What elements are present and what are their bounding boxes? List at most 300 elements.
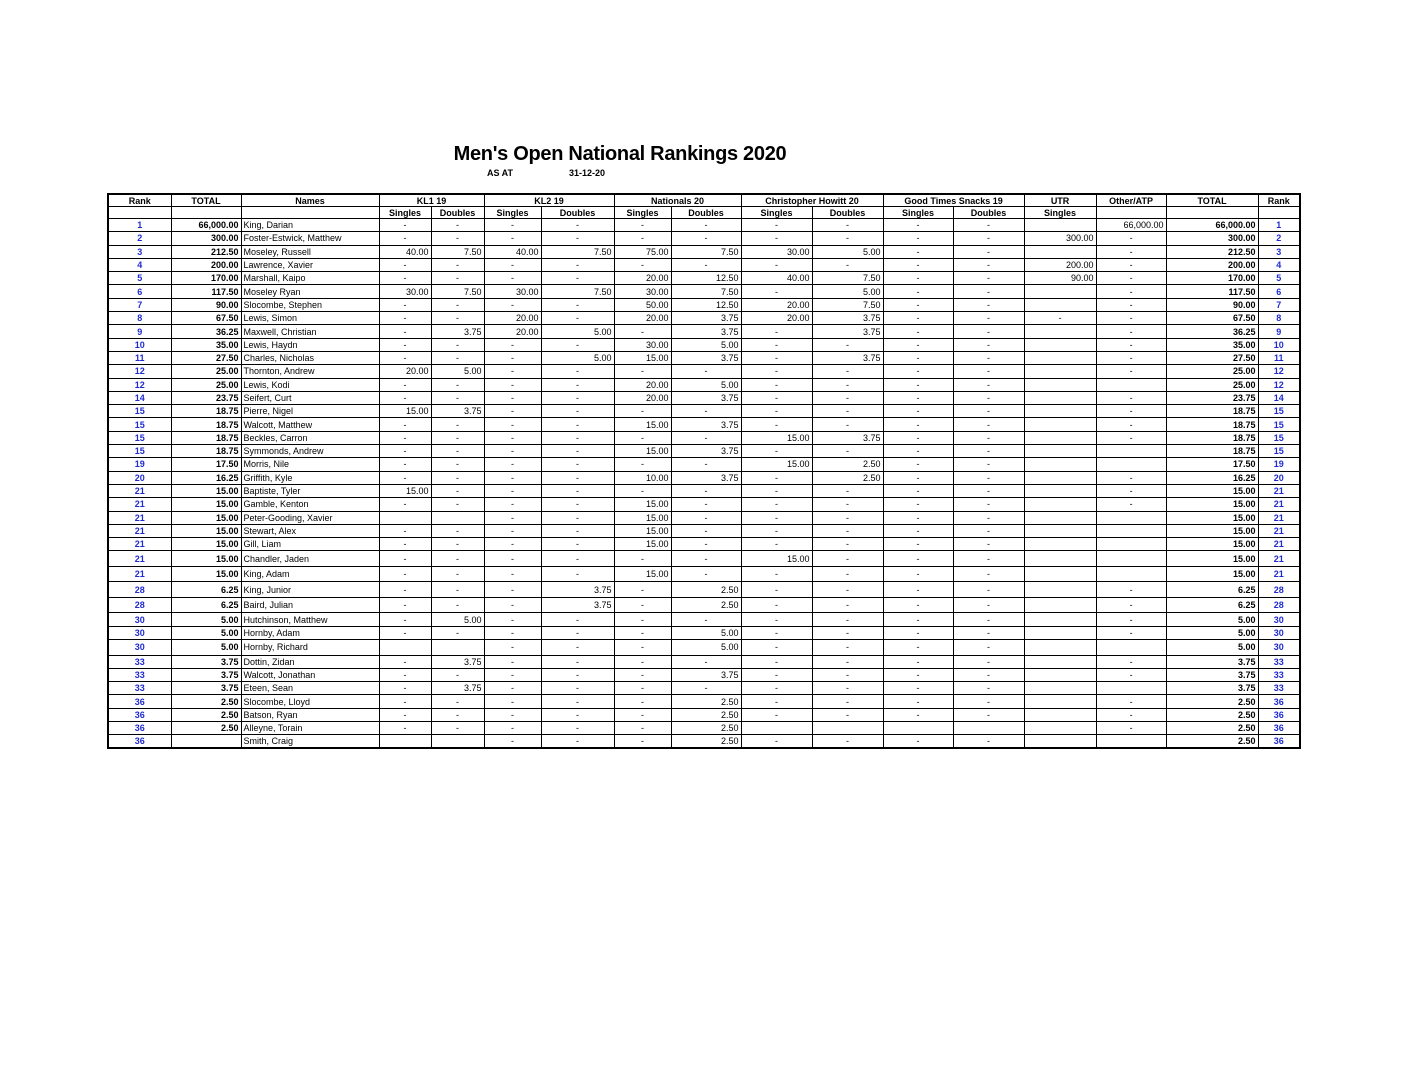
table-cell: 20 <box>108 471 171 484</box>
table-cell: Baptiste, Tyler <box>241 484 379 497</box>
table-cell: 15.00 <box>614 538 671 551</box>
table-cell: - <box>614 695 671 708</box>
table-cell: 2.50 <box>812 458 883 471</box>
table-cell: 30 <box>108 640 171 656</box>
table-cell: - <box>812 708 883 721</box>
table-cell: - <box>1096 365 1166 378</box>
table-cell: - <box>541 695 614 708</box>
table-cell: - <box>541 655 614 668</box>
table-cell: 10.00 <box>614 471 671 484</box>
table-cell: - <box>431 258 484 271</box>
header-sub: Doubles <box>812 207 883 219</box>
table-row <box>108 298 1300 311</box>
table-cell: 30.00 <box>379 285 431 298</box>
table-cell <box>379 511 431 524</box>
table-cell: 5.00 <box>812 285 883 298</box>
table-cell: - <box>953 298 1024 311</box>
table-cell: - <box>1096 626 1166 639</box>
table-cell <box>1024 511 1096 524</box>
table-cell: 5.00 <box>1166 640 1258 656</box>
table-cell: 21 <box>1258 566 1300 582</box>
table-cell: 27.50 <box>1166 351 1258 364</box>
table-cell: - <box>484 582 541 598</box>
table-cell: - <box>541 484 614 497</box>
table-cell <box>1024 524 1096 537</box>
table-cell: 5.00 <box>671 640 741 656</box>
table-cell: - <box>741 597 812 613</box>
table-cell: 8 <box>108 312 171 325</box>
table-cell: 3.75 <box>431 682 484 695</box>
table-cell: - <box>741 735 812 748</box>
table-cell: - <box>614 640 671 656</box>
table-cell: Alleyne, Torain <box>241 722 379 735</box>
table-cell: 7.50 <box>812 298 883 311</box>
table-cell: - <box>883 245 953 258</box>
table-cell: 7.50 <box>431 245 484 258</box>
table-cell: 33 <box>108 682 171 695</box>
table-cell: - <box>541 511 614 524</box>
table-cell: Hornby, Adam <box>241 626 379 639</box>
table-cell: Lewis, Kodi <box>241 378 379 391</box>
table-cell: 15.00 <box>1166 484 1258 497</box>
table-cell: 21 <box>108 511 171 524</box>
table-cell: 20.00 <box>379 365 431 378</box>
table-cell: - <box>883 405 953 418</box>
table-cell: 3.75 <box>671 351 741 364</box>
table-cell: 66,000.00 <box>1096 219 1166 232</box>
table-cell: - <box>953 566 1024 582</box>
table-cell: - <box>812 258 883 271</box>
table-cell: 2.50 <box>171 708 241 721</box>
table-cell: Beckles, Carron <box>241 431 379 444</box>
table-cell: 3.75 <box>1166 668 1258 681</box>
table-cell <box>1024 655 1096 668</box>
table-cell <box>379 640 431 656</box>
table-cell <box>1024 378 1096 391</box>
table-cell: - <box>379 722 431 735</box>
table-cell: - <box>812 582 883 598</box>
table-cell: 30 <box>1258 613 1300 626</box>
table-cell: - <box>953 626 1024 639</box>
table-cell: 36 <box>1258 722 1300 735</box>
table-cell: - <box>484 458 541 471</box>
table-cell <box>431 640 484 656</box>
table-cell: - <box>812 735 883 748</box>
table-cell: 30.00 <box>614 338 671 351</box>
table-cell: - <box>541 338 614 351</box>
table-cell: - <box>484 405 541 418</box>
table-cell: 90.00 <box>1024 272 1096 285</box>
table-cell: 3.75 <box>812 312 883 325</box>
table-cell: - <box>379 458 431 471</box>
table-cell: 15.00 <box>171 551 241 567</box>
table-cell: - <box>741 405 812 418</box>
table-cell: 12 <box>1258 365 1300 378</box>
table-cell: Griffith, Kyle <box>241 471 379 484</box>
table-cell <box>431 511 484 524</box>
table-cell: - <box>1096 298 1166 311</box>
table-row <box>108 695 1300 708</box>
table-cell <box>1024 538 1096 551</box>
table-cell: 33 <box>1258 655 1300 668</box>
table-cell: 15.00 <box>1166 524 1258 537</box>
table-cell: 17.50 <box>1166 458 1258 471</box>
table-cell: 19 <box>108 458 171 471</box>
table-row <box>108 538 1300 551</box>
table-cell: 23.75 <box>171 391 241 404</box>
table-cell: 3.75 <box>431 405 484 418</box>
table-cell: 7.50 <box>671 245 741 258</box>
table-cell: 6.25 <box>1166 597 1258 613</box>
table-cell: - <box>431 538 484 551</box>
table-cell: 35.00 <box>171 338 241 351</box>
table-cell: - <box>1024 312 1096 325</box>
table-cell: 36 <box>1258 708 1300 721</box>
table-cell: - <box>883 232 953 245</box>
table-cell <box>953 722 1024 735</box>
table-cell: 7.50 <box>812 272 883 285</box>
table-cell: 2.50 <box>1166 708 1258 721</box>
table-cell: - <box>541 613 614 626</box>
table-cell: 3.75 <box>671 445 741 458</box>
table-cell <box>1024 351 1096 364</box>
table-cell <box>1096 735 1166 748</box>
table-cell: Seifert, Curt <box>241 391 379 404</box>
table-cell: - <box>741 445 812 458</box>
table-cell: 50.00 <box>614 298 671 311</box>
table-cell: - <box>614 405 671 418</box>
table-cell: 3.75 <box>671 312 741 325</box>
table-cell: - <box>883 682 953 695</box>
table-cell: - <box>379 391 431 404</box>
table-cell: - <box>741 365 812 378</box>
table-cell: 5.00 <box>1166 613 1258 626</box>
table-cell: 3.75 <box>671 668 741 681</box>
table-cell: 66,000.00 <box>171 219 241 232</box>
table-cell <box>1024 668 1096 681</box>
table-cell: - <box>812 365 883 378</box>
table-cell: 15.00 <box>741 431 812 444</box>
table-cell: 15.00 <box>171 484 241 497</box>
table-cell <box>171 735 241 748</box>
table-cell: 21 <box>1258 498 1300 511</box>
table-cell: 15 <box>108 445 171 458</box>
table-cell: - <box>431 566 484 582</box>
table-cell: 36 <box>108 722 171 735</box>
header-rank: Rank <box>108 194 171 207</box>
table-cell: - <box>812 378 883 391</box>
table-cell: - <box>812 668 883 681</box>
table-cell: 20.00 <box>741 298 812 311</box>
table-cell: Lewis, Haydn <box>241 338 379 351</box>
table-row <box>108 722 1300 735</box>
table-row <box>108 682 1300 695</box>
table-row <box>108 655 1300 668</box>
table-cell: 5.00 <box>541 351 614 364</box>
table-cell: 15.00 <box>741 551 812 567</box>
table-cell: Morris, Nile <box>241 458 379 471</box>
table-cell: - <box>541 445 614 458</box>
table-cell: 20.00 <box>614 378 671 391</box>
table-cell: 3.75 <box>541 582 614 598</box>
table-cell: - <box>953 338 1024 351</box>
table-cell: Walcott, Matthew <box>241 418 379 431</box>
table-cell <box>1024 735 1096 748</box>
table-cell: - <box>1096 431 1166 444</box>
table-cell: 12.50 <box>671 298 741 311</box>
table-cell: - <box>741 524 812 537</box>
table-cell: - <box>883 325 953 338</box>
table-cell: 30.00 <box>741 245 812 258</box>
table-cell: - <box>953 524 1024 537</box>
table-cell: 25.00 <box>1166 365 1258 378</box>
table-cell: - <box>741 695 812 708</box>
table-cell: - <box>541 298 614 311</box>
table-cell <box>1024 597 1096 613</box>
table-cell: 33 <box>108 655 171 668</box>
table-row <box>108 524 1300 537</box>
table-cell: Thornton, Andrew <box>241 365 379 378</box>
header-row-sub <box>108 207 1300 219</box>
table-cell: - <box>1096 498 1166 511</box>
table-cell: 5.00 <box>541 325 614 338</box>
table-row <box>108 566 1300 582</box>
table-cell: 20.00 <box>614 272 671 285</box>
table-cell: - <box>671 538 741 551</box>
table-cell: - <box>379 538 431 551</box>
table-cell: - <box>883 626 953 639</box>
table-cell: 15.00 <box>614 445 671 458</box>
table-cell: 28 <box>1258 582 1300 598</box>
table-cell <box>1024 285 1096 298</box>
table-cell: - <box>431 668 484 681</box>
table-cell: - <box>883 351 953 364</box>
table-cell: - <box>541 258 614 271</box>
table-cell <box>1024 484 1096 497</box>
table-cell <box>1096 445 1166 458</box>
table-cell: Stewart, Alex <box>241 524 379 537</box>
table-cell: Dottin, Zidan <box>241 655 379 668</box>
table-cell: 20 <box>1258 471 1300 484</box>
table-cell: 212.50 <box>171 245 241 258</box>
table-cell: - <box>671 498 741 511</box>
table-cell: 5.00 <box>671 338 741 351</box>
table-cell: - <box>541 538 614 551</box>
table-cell: - <box>1096 338 1166 351</box>
table-cell: Charles, Nicholas <box>241 351 379 364</box>
table-cell: - <box>812 682 883 695</box>
table-cell <box>1024 582 1096 598</box>
table-cell <box>1024 445 1096 458</box>
table-cell: - <box>883 551 953 567</box>
table-cell: - <box>741 338 812 351</box>
table-cell <box>1096 378 1166 391</box>
table-cell: 30 <box>108 613 171 626</box>
table-cell: - <box>431 524 484 537</box>
table-cell: - <box>379 351 431 364</box>
table-cell: - <box>953 351 1024 364</box>
table-cell: 6.25 <box>171 582 241 598</box>
table-cell: 15.00 <box>1166 498 1258 511</box>
table-cell: 5.00 <box>671 626 741 639</box>
table-cell: 90.00 <box>171 298 241 311</box>
table-cell: 200.00 <box>171 258 241 271</box>
table-cell: - <box>1096 245 1166 258</box>
table-cell: - <box>379 258 431 271</box>
page-title: Men's Open National Rankings 2020 <box>453 143 787 165</box>
table-cell: - <box>484 735 541 748</box>
table-cell: Baird, Julian <box>241 597 379 613</box>
as-at-date: 31-12-20 <box>569 168 606 178</box>
table-cell: - <box>379 695 431 708</box>
table-cell: - <box>671 613 741 626</box>
table-cell: 15.00 <box>614 351 671 364</box>
table-cell: - <box>812 551 883 567</box>
table-cell: - <box>741 471 812 484</box>
table-cell: - <box>883 566 953 582</box>
table-cell: - <box>953 538 1024 551</box>
table-cell: 15.00 <box>171 511 241 524</box>
table-cell: 2.50 <box>671 582 741 598</box>
table-cell: 7 <box>1258 298 1300 311</box>
table-cell: - <box>883 418 953 431</box>
table-cell: Smith, Craig <box>241 735 379 748</box>
table-cell <box>1024 695 1096 708</box>
table-cell: - <box>812 613 883 626</box>
table-cell: Maxwell, Christian <box>241 325 379 338</box>
table-cell: - <box>812 640 883 656</box>
table-cell: - <box>953 391 1024 404</box>
table-cell: 20.00 <box>614 391 671 404</box>
table-cell: - <box>614 219 671 232</box>
table-cell: - <box>883 458 953 471</box>
table-cell: - <box>541 524 614 537</box>
table-cell: 15.00 <box>614 418 671 431</box>
table-cell: - <box>484 351 541 364</box>
table-cell: 3.75 <box>1166 655 1258 668</box>
table-cell: 300.00 <box>171 232 241 245</box>
table-cell: - <box>541 431 614 444</box>
table-cell: - <box>484 484 541 497</box>
table-cell: 21 <box>108 551 171 567</box>
table-cell: - <box>1096 391 1166 404</box>
table-cell: 15.00 <box>1166 566 1258 582</box>
table-cell: - <box>379 298 431 311</box>
table-cell: - <box>953 405 1024 418</box>
table-cell <box>1024 551 1096 567</box>
table-cell: 21 <box>1258 538 1300 551</box>
table-cell: - <box>379 498 431 511</box>
table-cell: 200.00 <box>1024 258 1096 271</box>
header-sub: Doubles <box>953 207 1024 219</box>
table-cell: - <box>484 338 541 351</box>
table-cell: - <box>883 735 953 748</box>
table-cell: - <box>812 597 883 613</box>
table-row <box>108 365 1300 378</box>
table-cell: 7.50 <box>541 245 614 258</box>
table-cell: Marshall, Kaipo <box>241 272 379 285</box>
table-cell: - <box>883 298 953 311</box>
rankings-table <box>107 193 1301 749</box>
table-cell: 6.25 <box>1166 582 1258 598</box>
table-cell: - <box>953 325 1024 338</box>
table-row <box>108 258 1300 271</box>
table-cell: - <box>379 708 431 721</box>
table-cell: 15.00 <box>171 538 241 551</box>
table-row <box>108 391 1300 404</box>
table-cell: 40.00 <box>741 272 812 285</box>
table-cell: - <box>614 722 671 735</box>
table-cell: 90.00 <box>1166 298 1258 311</box>
table-cell: 3.75 <box>171 668 241 681</box>
table-cell: 20.00 <box>484 325 541 338</box>
table-cell: - <box>741 582 812 598</box>
table-cell: - <box>541 640 614 656</box>
table-cell <box>1024 298 1096 311</box>
table-cell: Slocombe, Stephen <box>241 298 379 311</box>
table-cell: - <box>431 431 484 444</box>
table-cell: - <box>953 232 1024 245</box>
table-cell: - <box>812 538 883 551</box>
table-cell: 3.75 <box>1166 682 1258 695</box>
table-row <box>108 445 1300 458</box>
table-cell <box>1024 365 1096 378</box>
table-cell: King, Darian <box>241 219 379 232</box>
table-cell: 15.00 <box>1166 538 1258 551</box>
table-cell: - <box>431 312 484 325</box>
table-cell: 3.75 <box>171 682 241 695</box>
table-cell: 15.00 <box>171 566 241 582</box>
table-cell: 117.50 <box>171 285 241 298</box>
table-cell: - <box>484 258 541 271</box>
table-cell: 23.75 <box>1166 391 1258 404</box>
table-cell: - <box>379 219 431 232</box>
table-cell: - <box>379 626 431 639</box>
table-cell: Gamble, Kenton <box>241 498 379 511</box>
table-cell: - <box>953 471 1024 484</box>
table-cell: - <box>953 582 1024 598</box>
table-cell: 8 <box>1258 312 1300 325</box>
table-cell: 3 <box>1258 245 1300 258</box>
table-cell: - <box>614 365 671 378</box>
table-row <box>108 498 1300 511</box>
table-cell: - <box>883 484 953 497</box>
table-cell: 6 <box>108 285 171 298</box>
table-cell: - <box>484 378 541 391</box>
table-cell: - <box>883 312 953 325</box>
table-cell: - <box>883 219 953 232</box>
table-cell: - <box>431 626 484 639</box>
table-cell: 2 <box>108 232 171 245</box>
table-cell: 21 <box>108 566 171 582</box>
table-cell: - <box>484 613 541 626</box>
table-cell: - <box>431 445 484 458</box>
table-cell: - <box>614 431 671 444</box>
table-cell: - <box>431 695 484 708</box>
table-cell: 25.00 <box>171 378 241 391</box>
table-cell: 15 <box>108 405 171 418</box>
table-cell: - <box>671 655 741 668</box>
table-cell: - <box>883 285 953 298</box>
table-cell: - <box>614 551 671 567</box>
table-cell: - <box>883 471 953 484</box>
table-cell: - <box>953 245 1024 258</box>
table-cell: 25.00 <box>1166 378 1258 391</box>
table-cell: 5.00 <box>431 365 484 378</box>
table-cell: - <box>953 551 1024 567</box>
table-cell: - <box>431 498 484 511</box>
table-cell: 2.50 <box>671 735 741 748</box>
